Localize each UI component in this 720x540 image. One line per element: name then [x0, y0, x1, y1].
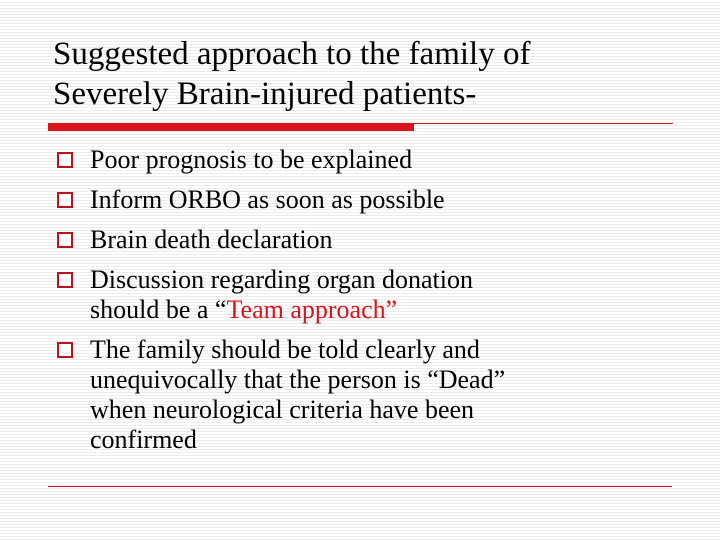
title-line-2: Severely Brain-injured patients-	[53, 76, 477, 112]
bullet-text-line: unequivocally that the person is “Dead”	[90, 365, 506, 394]
bullet-text-line: Discussion regarding organ donation	[90, 265, 473, 294]
title-line-1: Suggested approach to the family of	[53, 36, 531, 72]
hollow-square-icon	[57, 192, 73, 208]
bullet-text: Inform ORBO as soon as possible	[90, 185, 445, 214]
hollow-square-icon	[57, 152, 73, 168]
title-underline-thick	[48, 123, 414, 131]
bullet-text-line: when neurological criteria have been	[90, 395, 475, 424]
bullet-text-line: The family should be told clearly and	[90, 335, 480, 364]
hollow-square-icon	[57, 342, 73, 358]
bullet-text-line: should be a “	[90, 295, 227, 324]
slide-title	[53, 34, 693, 114]
bullet-item	[57, 225, 667, 255]
bullet-item	[57, 335, 667, 455]
bullet-item	[57, 265, 667, 325]
bullet-list	[57, 145, 667, 465]
bullet-text-line: confirmed	[90, 425, 197, 454]
hollow-square-icon	[57, 232, 73, 248]
title-underline-thin	[414, 123, 673, 124]
team-approach-highlight: Team approach”	[226, 295, 398, 324]
footer-divider	[48, 486, 672, 487]
hollow-square-icon	[57, 272, 73, 288]
bullet-item	[57, 145, 667, 175]
bullet-text: Brain death declaration	[90, 225, 333, 254]
bullet-item	[57, 185, 667, 215]
bullet-text: Poor prognosis to be explained	[90, 145, 413, 174]
